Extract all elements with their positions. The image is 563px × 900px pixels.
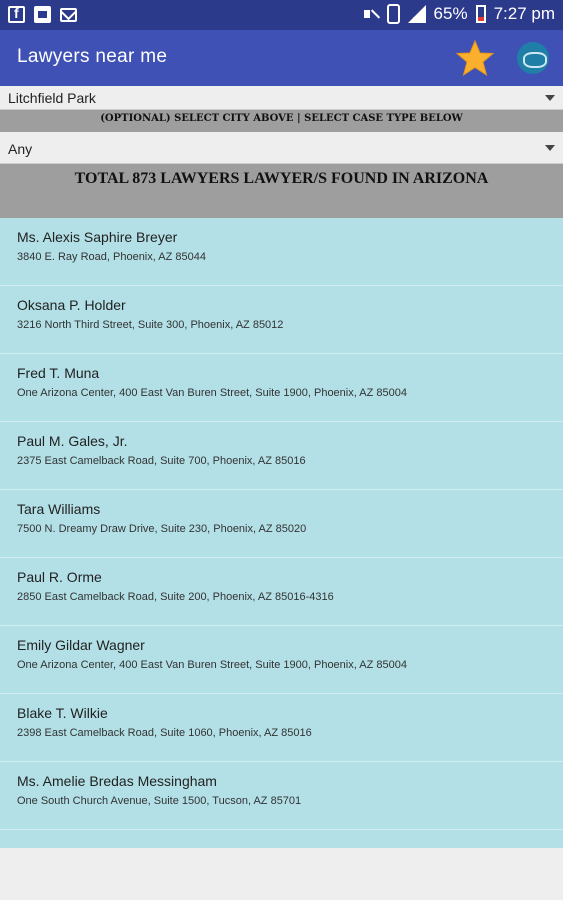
battery-percent: 65%: [433, 4, 468, 23]
notification-icons: [8, 6, 77, 23]
lawyer-list-item[interactable]: [0, 558, 563, 626]
results-count-banner: TOTAL 873 LAWYERS LAWYER/S FOUND IN ARIZONA: [0, 164, 563, 218]
gallery-icon: [34, 6, 51, 23]
city-select-value: Litchfield Park: [8, 90, 96, 106]
lawyer-list-item[interactable]: [0, 626, 563, 694]
app-bar: [0, 30, 563, 86]
lawyer-address: One Arizona Center, 400 East Van Buren Street, Suite 1900, Phoenix, AZ 85004: [17, 659, 407, 671]
battery-icon: [476, 5, 486, 23]
app-title: Lawyers near me: [17, 46, 168, 67]
bottom-area: [0, 848, 563, 900]
city-select[interactable]: [0, 86, 563, 110]
lawyer-address: One South Church Avenue, Suite 1500, Tucson, AZ 85701: [17, 795, 302, 807]
lawyer-name: Emily Gildar Wagner: [17, 637, 145, 653]
lawyer-name: Blake T. Wilkie: [17, 705, 108, 721]
lawyer-list-item[interactable]: [0, 354, 563, 422]
lawyer-name: Tara Williams: [17, 501, 101, 517]
lawyer-address: 2850 East Camelback Road, Suite 200, Phoenix, AZ 85016-4316: [17, 591, 334, 603]
lawyer-list-item[interactable]: [0, 694, 563, 762]
lawyer-list-item[interactable]: [0, 762, 563, 830]
lawyer-name: Oksana P. Holder: [17, 297, 126, 313]
lawyer-address: 3216 North Third Street, Suite 300, Phoenix, AZ 85012: [17, 319, 284, 331]
lawyer-address: 3840 E. Ray Road, Phoenix, AZ 85044: [17, 251, 206, 263]
lawyer-name: Ms. Amelie Bredas Messingham: [17, 773, 217, 789]
filter-hint: (OPTIONAL) SELECT CITY ABOVE | SELECT CASE TYPE BELOW: [0, 110, 563, 132]
lawyer-name: Paul R. Orme: [17, 569, 102, 585]
lawyer-name: Paul M. Gales, Jr.: [17, 433, 128, 449]
lawyer-address: 2375 East Camelback Road, Suite 700, Phoenix, AZ 85016: [17, 455, 306, 467]
app-logo-button[interactable]: [517, 42, 549, 74]
facebook-icon: [8, 6, 25, 23]
chevron-down-icon: [545, 145, 555, 151]
lawyer-list[interactable]: [0, 218, 563, 848]
mute-icon: [363, 6, 379, 22]
lawyer-name: Ms. Alexis Saphire Breyer: [17, 229, 178, 245]
lawyer-address: 7500 N. Dreamy Draw Drive, Suite 230, Phoenix, AZ 85020: [17, 523, 307, 535]
signal-icon: [408, 5, 426, 23]
lawyer-list-item[interactable]: [0, 218, 563, 286]
mail-icon: [60, 8, 77, 22]
lawyer-address: One Arizona Center, 400 East Van Buren Street, Suite 1900, Phoenix, AZ 85004: [17, 387, 407, 399]
case-type-select[interactable]: [0, 132, 563, 164]
vibrate-icon: [387, 4, 400, 24]
lawyer-list-item[interactable]: [0, 286, 563, 354]
star-icon: [456, 40, 494, 76]
lawyer-name: Fred T. Muna: [17, 365, 100, 381]
lawyer-list-item[interactable]: [0, 422, 563, 490]
system-icons: [363, 4, 555, 24]
chevron-down-icon: [545, 95, 555, 101]
favorites-button[interactable]: [456, 40, 494, 76]
case-type-select-value: Any: [8, 141, 33, 157]
status-bar: [0, 0, 563, 30]
clock: 7:27 pm: [493, 4, 555, 23]
lawyer-list-item[interactable]: [0, 490, 563, 558]
lawyer-address: 2398 East Camelback Road, Suite 1060, Phoenix, AZ 85016: [17, 727, 312, 739]
